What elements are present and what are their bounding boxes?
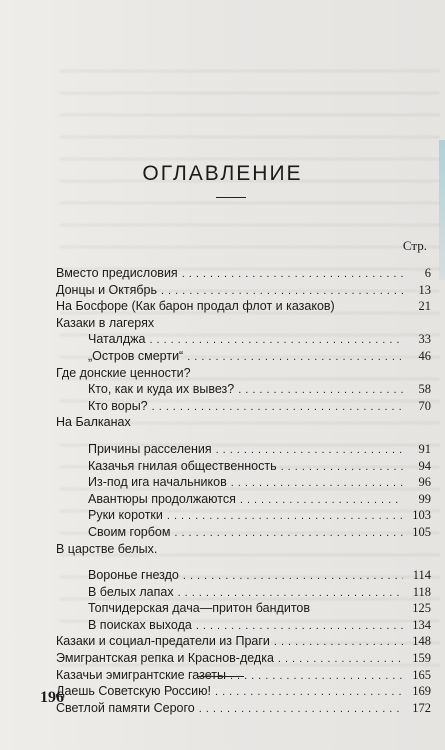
toc-entry-title: Казачьи эмигрантские газеты <box>56 667 226 682</box>
toc-entry-title: Своим горбом <box>88 524 171 539</box>
toc-entry-page: 165 <box>412 667 431 682</box>
toc-entry-page: 33 <box>418 332 431 347</box>
toc-entry-page: 125 <box>412 601 431 616</box>
toc-entry-page: 70 <box>418 398 431 413</box>
toc-leader-dots <box>240 493 403 509</box>
toc-leader-dots <box>161 284 403 300</box>
toc-leader-dots <box>183 569 403 585</box>
toc-entry-page: 13 <box>418 282 431 297</box>
toc-entry-page: 21 <box>418 299 431 314</box>
toc-entry-title: В царстве белых. <box>56 541 158 556</box>
toc-entry-page: 148 <box>412 634 431 649</box>
toc-leader-dots <box>152 400 403 416</box>
toc-entry-page: 46 <box>418 348 431 363</box>
page-title: ОГЛАВЛЕНИЕ <box>142 162 303 185</box>
toc-entry-page: 105 <box>412 524 431 539</box>
toc-entry-page: 172 <box>412 700 431 715</box>
toc-entry <box>56 299 431 316</box>
toc-entry <box>56 492 431 509</box>
toc-entry-page: 99 <box>418 491 431 506</box>
toc-leader-dots <box>230 669 403 685</box>
toc-leader-dots <box>231 476 403 492</box>
toc-entry-page: 169 <box>412 684 431 699</box>
toc-leader-dots <box>174 526 403 542</box>
toc-entry-page: 114 <box>412 568 431 583</box>
toc-entry <box>56 508 431 525</box>
toc-leader-dots <box>178 586 403 602</box>
toc-entry-page: 6 <box>424 266 431 280</box>
toc-entry <box>56 399 431 416</box>
toc-entry-title: Воронье гнездо <box>88 568 179 583</box>
toc-entry <box>56 542 431 559</box>
page-edge-tint <box>439 140 445 280</box>
toc-leader-dots <box>196 619 403 635</box>
toc-leader-dots <box>149 333 403 349</box>
toc-entry <box>56 283 431 300</box>
toc-entry-page: 94 <box>418 458 431 473</box>
toc-entry <box>56 442 431 459</box>
table-of-contents <box>56 266 431 717</box>
toc-entry-title: Казаки и социал-предатели из Праги <box>56 634 270 649</box>
toc-entry-title: Эмигрантская репка и Краснов-дедка <box>56 651 274 666</box>
toc-entry-title: Руки коротки <box>88 508 163 523</box>
toc-entry <box>56 366 431 383</box>
toc-entry-title: Где донские ценности? <box>56 365 191 380</box>
toc-entry <box>56 332 431 349</box>
toc-entry-title: Из-под ига начальников <box>88 475 227 490</box>
toc-entry-title: Кто, как и куда их вывез? <box>88 382 235 397</box>
toc-leader-dots <box>274 635 403 651</box>
page-number: 196 <box>40 689 64 706</box>
toc-entry <box>56 382 431 399</box>
pages-column-label: Стр. <box>402 238 427 253</box>
toc-entry-title: Чаталджа <box>88 332 146 347</box>
toc-entry-title: Даешь Советскую Россию! <box>56 684 212 699</box>
toc-entry-title: „Остров смерти“ <box>88 348 184 363</box>
bottom-divider <box>198 676 244 677</box>
toc-entry <box>56 415 431 432</box>
toc-entry-title: На Босфоре (Как барон продал флот и казаков) <box>56 299 335 314</box>
toc-leader-dots <box>215 685 403 701</box>
toc-leader-dots <box>199 702 403 718</box>
toc-entry-title: Авантюры продолжаются <box>88 491 236 506</box>
toc-entry-title: Донцы и Октябрь <box>56 282 157 297</box>
toc-entry <box>56 651 431 668</box>
toc-entry-title: Казаки в лагерях <box>56 315 155 330</box>
title-divider <box>216 197 246 198</box>
toc-leader-dots <box>238 383 403 399</box>
toc-entry-title: Кто воры? <box>88 398 148 413</box>
toc-entry-title: Причины расселения <box>88 441 212 456</box>
toc-entry <box>56 568 431 585</box>
toc-entry-title: На Балканах <box>56 415 131 430</box>
toc-entry <box>56 316 431 333</box>
toc-entry-title: Казачья гнилая общественность <box>88 458 277 473</box>
toc-entry <box>56 618 431 635</box>
toc-leader-dots <box>278 652 403 668</box>
toc-leader-dots <box>216 443 403 459</box>
toc-entry <box>56 525 431 542</box>
toc-entry-title: Вместо предисловия <box>56 266 178 280</box>
toc-entry <box>56 684 431 701</box>
toc-leader-dots <box>167 509 403 525</box>
toc-entry <box>56 459 431 476</box>
toc-entry-page: 96 <box>418 475 431 490</box>
toc-entry <box>56 601 431 618</box>
toc-entry-title: Топчидерская дача—притон бандитов <box>88 601 310 616</box>
toc-entry-page: 159 <box>412 651 431 666</box>
toc-leader-dots <box>281 460 403 476</box>
toc-entry-title: В поисках выхода <box>88 617 192 632</box>
toc-entry <box>56 266 431 283</box>
toc-entry-page: 58 <box>418 382 431 397</box>
toc-entry <box>56 585 431 602</box>
toc-entry <box>56 634 431 651</box>
toc-entry <box>56 701 431 718</box>
toc-entry-page: 118 <box>412 584 431 599</box>
toc-entry-title: В белых лапах <box>88 584 174 599</box>
toc-entry-page: 103 <box>412 508 431 523</box>
toc-entry <box>56 349 431 366</box>
toc-entry-page: 134 <box>412 617 431 632</box>
toc-entry-page: 91 <box>418 441 431 456</box>
toc-entry-title: Светлой памяти Серого <box>56 700 195 715</box>
toc-leader-dots <box>187 350 403 366</box>
toc-leader-dots <box>182 267 403 283</box>
toc-entry <box>56 475 431 492</box>
